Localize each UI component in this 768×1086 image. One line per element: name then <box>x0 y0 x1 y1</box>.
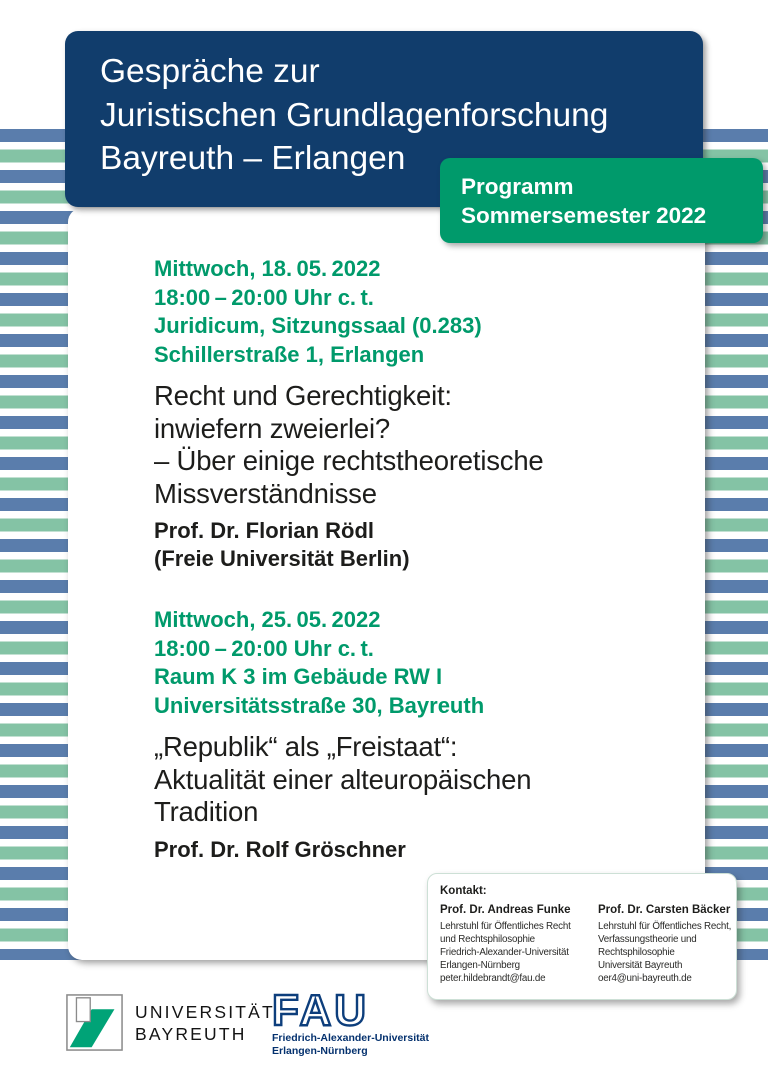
badge-line-2: Sommersemester 2022 <box>461 202 707 228</box>
event-2-title <box>154 731 675 829</box>
ubt-text-line-2: BAYREUTH <box>135 1024 247 1044</box>
contact-person-2-line-4: Universität Bayreuth <box>598 960 683 971</box>
event-2-speaker-name: Prof. Dr. Rolf Gröschner <box>154 836 406 862</box>
universitaet-bayreuth-logo <box>66 994 275 1051</box>
universitaet-bayreuth-logo-text <box>135 1001 275 1051</box>
event-1-title <box>154 380 675 510</box>
contact-person-1-email: peter.hildebrandt@fau.de <box>440 973 546 984</box>
contact-person-1-line-1: Lehrstuhl für Öffentliches Recht <box>440 921 571 932</box>
event-1-title-line-3: – Über einige rechtstheoretische <box>154 445 544 476</box>
badge-line-1: Programm <box>461 173 574 199</box>
contact-person-2 <box>598 904 736 985</box>
fau-logo-subtitle <box>272 1032 429 1058</box>
event-1-title-line-1: Recht und Gerechtigkeit: <box>154 380 452 411</box>
event-block-2 <box>154 606 675 864</box>
contact-columns <box>440 904 732 985</box>
event-2-date: Mittwoch, 25. 05. 2022 <box>154 607 381 632</box>
event-1-speaker-affiliation: (Freie Universität Berlin) <box>154 546 410 571</box>
program-badge <box>440 158 763 243</box>
event-1-venue: Juridicum, Sitzungssaal (0.283) <box>154 313 482 338</box>
contact-person-1-name: Prof. Dr. Andreas Funke <box>440 904 571 916</box>
event-1-date: Mittwoch, 18. 05. 2022 <box>154 256 381 281</box>
contact-person-2-line-1: Lehrstuhl für Öffentliches Recht, <box>598 921 732 932</box>
contact-heading: Kontakt: <box>440 885 487 897</box>
contact-person-1-line-2: und Rechtsphilosophie <box>440 934 535 945</box>
contact-person-1-line-3: Friedrich-Alexander-Universität <box>440 947 569 958</box>
event-2-venue: Raum K 3 im Gebäude RW I <box>154 664 443 689</box>
fau-subtitle-line-2: Erlangen-Nürnberg <box>272 1045 368 1057</box>
fau-logo-letters-icon: FAU <box>272 986 369 1035</box>
fau-logo <box>272 986 429 1058</box>
contact-person-2-line-2: Verfassungstheorie und <box>598 934 697 945</box>
event-1-time: 18:00 – 20:00 Uhr c. t. <box>154 284 374 310</box>
event-2-address: Universitätsstraße 30, Bayreuth <box>154 692 485 718</box>
event-1-meta <box>154 255 675 369</box>
header-title-line-2: Juristischen Grundlagenforschung <box>100 96 609 134</box>
event-2-title-line-1: „Republik“ als „Freistaat“: <box>154 731 458 762</box>
event-2-time: 18:00 – 20:00 Uhr c. t. <box>154 635 374 661</box>
contact-box <box>427 873 737 1000</box>
ubt-text-line-1: UNIVERSITÄT <box>135 1002 275 1022</box>
event-block-1 <box>154 255 675 573</box>
event-1-speaker-name: Prof. Dr. Florian Rödl <box>154 518 375 543</box>
contact-person-2-name: Prof. Dr. Carsten Bäcker <box>598 904 731 916</box>
contact-person-2-email: oer4@uni-bayreuth.de <box>598 973 692 984</box>
event-2-speaker <box>154 836 675 864</box>
header-title-line-1: Gespräche zur <box>100 53 320 90</box>
event-2-title-line-2: Aktualität einer alteuropäischen <box>154 763 532 795</box>
content-panel <box>68 208 705 960</box>
header-title-line-3: Bayreuth – Erlangen <box>100 140 406 177</box>
event-1-title-line-2: inwiefern zweierlei? <box>154 412 390 444</box>
event-1-speaker <box>154 517 675 573</box>
universitaet-bayreuth-logo-icon <box>66 994 123 1051</box>
contact-person-1-line-4: Erlangen-Nürnberg <box>440 960 520 971</box>
event-2-meta <box>154 606 675 720</box>
fau-subtitle-line-1: Friedrich-Alexander-Universität <box>272 1032 429 1044</box>
event-2-title-line-3: Tradition <box>154 796 259 827</box>
event-1-address: Schillerstraße 1, Erlangen <box>154 341 425 367</box>
contact-person-2-line-3: Rechtsphilosophie <box>598 947 675 958</box>
event-1-title-line-4: Missverständnisse <box>154 477 377 509</box>
contact-person-1 <box>440 904 588 985</box>
